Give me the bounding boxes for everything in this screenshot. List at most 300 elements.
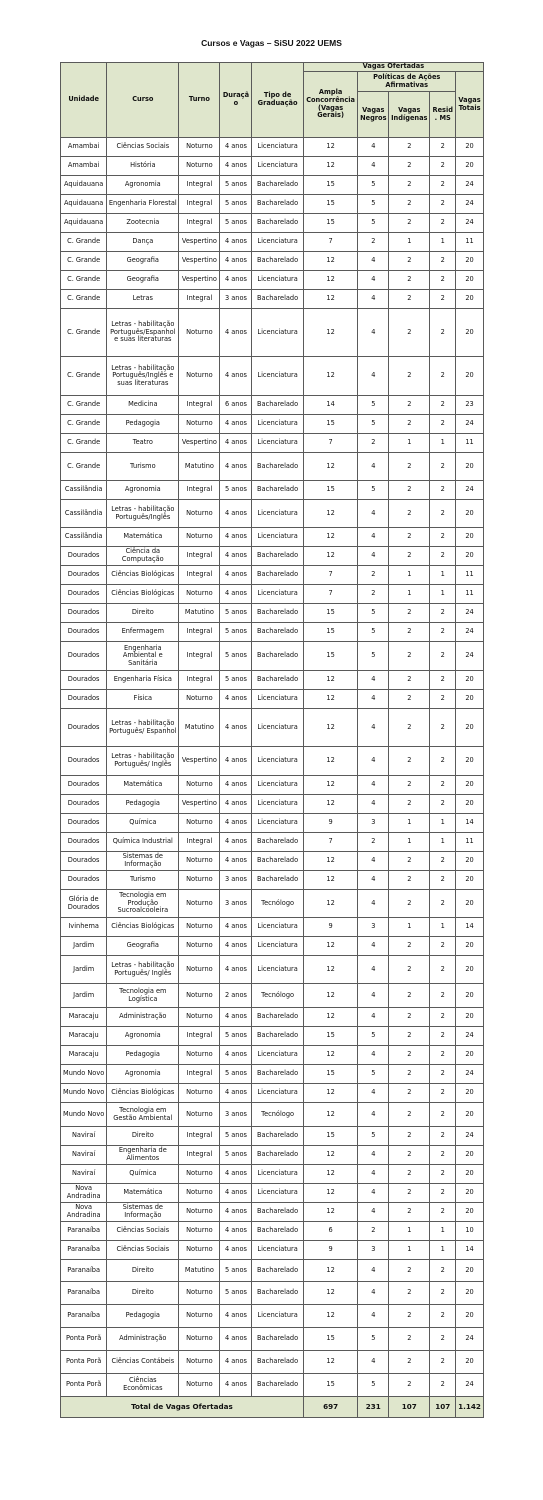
cell-total: 11 <box>456 566 484 585</box>
cell-resid: 2 <box>430 871 456 890</box>
table-row <box>61 1260 484 1282</box>
table-row <box>61 585 484 604</box>
cell-unidade: Paranaíba <box>61 1282 107 1305</box>
cell-curso: Turismo <box>107 453 179 481</box>
cell-ampla: 15 <box>303 1374 358 1397</box>
cell-curso: Matemática <box>107 528 179 547</box>
cell-curso: Tecnologia em Produção Sucroalcooleira <box>107 890 179 918</box>
cell-total: 20 <box>456 309 484 357</box>
cell-duracao: 3 anos <box>220 1103 252 1127</box>
cell-ampla: 7 <box>303 233 358 252</box>
cell-resid: 2 <box>430 528 456 547</box>
cell-duracao: 5 anos <box>220 1282 252 1305</box>
cell-duracao: 4 anos <box>220 1374 252 1397</box>
table-row <box>61 290 484 309</box>
cell-duracao: 4 anos <box>220 547 252 566</box>
cell-duracao: 4 anos <box>220 434 252 453</box>
cell-turno: Matutino <box>179 604 220 623</box>
cell-indigenas: 2 <box>389 1165 430 1184</box>
table-row <box>61 415 484 434</box>
col-curso: Curso <box>107 63 179 138</box>
cell-duracao: 5 anos <box>220 176 252 195</box>
table-row <box>61 1165 484 1184</box>
cell-duracao: 4 anos <box>220 852 252 871</box>
cell-indigenas: 2 <box>389 795 430 814</box>
cell-unidade: C. Grande <box>61 434 107 453</box>
cell-indigenas: 2 <box>389 1127 430 1146</box>
col-vagas-ofertadas: Vagas Ofertadas <box>303 63 483 72</box>
cell-tipo: Bacharelado <box>252 252 303 271</box>
cell-ampla: 15 <box>303 195 358 214</box>
table-row <box>61 671 484 690</box>
table-row <box>61 252 484 271</box>
cell-total: 20 <box>456 937 484 956</box>
cell-negros: 4 <box>358 1282 389 1305</box>
cell-tipo: Bacharelado <box>252 1203 303 1222</box>
table-row <box>61 776 484 795</box>
cell-curso: Turismo <box>107 871 179 890</box>
cell-tipo: Licenciatura <box>252 918 303 937</box>
cell-ampla: 12 <box>303 671 358 690</box>
table-row <box>61 195 484 214</box>
cell-curso: Física <box>107 690 179 709</box>
cell-negros: 4 <box>358 956 389 984</box>
cell-resid: 1 <box>430 566 456 585</box>
cell-indigenas: 1 <box>389 585 430 604</box>
cell-tipo: Licenciatura <box>252 776 303 795</box>
cell-duracao: 4 anos <box>220 415 252 434</box>
cell-tipo: Licenciatura <box>252 357 303 396</box>
table-row <box>61 890 484 918</box>
cell-ampla: 12 <box>303 871 358 890</box>
cell-resid: 2 <box>430 956 456 984</box>
cell-curso: Agronomia <box>107 481 179 500</box>
cell-ampla: 12 <box>303 453 358 481</box>
cell-tipo: Bacharelado <box>252 453 303 481</box>
cell-duracao: 4 anos <box>220 585 252 604</box>
cell-resid: 2 <box>430 309 456 357</box>
cell-duracao: 4 anos <box>220 453 252 481</box>
cell-total: 20 <box>456 271 484 290</box>
cell-resid: 2 <box>430 1374 456 1397</box>
cell-turno: Noturno <box>179 1351 220 1374</box>
table-row <box>61 1146 484 1165</box>
cell-tipo: Licenciatura <box>252 1305 303 1328</box>
table-row <box>61 642 484 671</box>
cell-resid: 2 <box>430 138 456 157</box>
cell-duracao: 4 anos <box>220 357 252 396</box>
table-row <box>61 309 484 357</box>
cell-turno: Noturno <box>179 157 220 176</box>
cell-ampla: 12 <box>303 1351 358 1374</box>
cell-resid: 2 <box>430 747 456 776</box>
cell-tipo: Bacharelado <box>252 833 303 852</box>
cell-negros: 4 <box>358 709 389 747</box>
cell-total: 20 <box>456 1184 484 1203</box>
table-row <box>61 1282 484 1305</box>
cell-unidade: C. Grande <box>61 415 107 434</box>
cell-turno: Integral <box>179 214 220 233</box>
cell-indigenas: 2 <box>389 1103 430 1127</box>
cell-tipo: Licenciatura <box>252 1165 303 1184</box>
col-turno: Turno <box>179 63 220 138</box>
cell-total: 20 <box>456 138 484 157</box>
cell-negros: 4 <box>358 1184 389 1203</box>
cell-negros: 4 <box>358 357 389 396</box>
cell-negros: 5 <box>358 176 389 195</box>
cell-unidade: Cassilândia <box>61 481 107 500</box>
table-row <box>61 747 484 776</box>
cell-negros: 5 <box>358 1374 389 1397</box>
cell-curso: Engenharia Física <box>107 671 179 690</box>
cell-unidade: Mundo Novo <box>61 1065 107 1084</box>
cell-total: 20 <box>456 709 484 747</box>
cell-duracao: 6 anos <box>220 396 252 415</box>
cell-ampla: 15 <box>303 1127 358 1146</box>
cell-unidade: Ponta Porã <box>61 1351 107 1374</box>
cell-unidade: Maracaju <box>61 1008 107 1027</box>
table-row <box>61 604 484 623</box>
cell-unidade: Dourados <box>61 642 107 671</box>
cell-turno: Noturno <box>179 415 220 434</box>
cell-turno: Noturno <box>179 776 220 795</box>
cell-duracao: 4 anos <box>220 776 252 795</box>
cell-resid: 2 <box>430 1203 456 1222</box>
cell-turno: Integral <box>179 1146 220 1165</box>
cell-tipo: Bacharelado <box>252 852 303 871</box>
cell-ampla: 12 <box>303 937 358 956</box>
total-indigenas: 107 <box>389 1397 430 1418</box>
cell-tipo: Licenciatura <box>252 1084 303 1103</box>
cell-turno: Noturno <box>179 937 220 956</box>
table-row <box>61 434 484 453</box>
cell-turno: Noturno <box>179 690 220 709</box>
cell-turno: Noturno <box>179 1241 220 1260</box>
cell-tipo: Bacharelado <box>252 1282 303 1305</box>
cell-unidade: Dourados <box>61 814 107 833</box>
cell-curso: Química <box>107 1165 179 1184</box>
cell-indigenas: 2 <box>389 271 430 290</box>
cell-negros: 4 <box>358 1046 389 1065</box>
cell-curso: Geografia <box>107 271 179 290</box>
table-header <box>61 63 484 138</box>
cell-unidade: Dourados <box>61 795 107 814</box>
cell-turno: Noturno <box>179 1222 220 1241</box>
cell-curso: Tecnologia em Logística <box>107 984 179 1008</box>
cell-turno: Integral <box>179 396 220 415</box>
cell-tipo: Bacharelado <box>252 1351 303 1374</box>
table-row <box>61 1222 484 1241</box>
cell-duracao: 5 anos <box>220 1146 252 1165</box>
table-row <box>61 566 484 585</box>
cell-curso: Letras - habilitação Português/Inglês e suas literaturas <box>107 357 179 396</box>
cell-curso: Engenharia Florestal <box>107 195 179 214</box>
cell-indigenas: 2 <box>389 623 430 642</box>
cell-turno: Noturno <box>179 1103 220 1127</box>
cell-unidade: Ivinhema <box>61 918 107 937</box>
table-row <box>61 1328 484 1351</box>
table-row <box>61 709 484 747</box>
cell-negros: 5 <box>358 1065 389 1084</box>
cell-unidade: Paranaíba <box>61 1305 107 1328</box>
col-ampla: Ampla Concorrência (Vagas Gerais) <box>303 72 358 138</box>
cell-resid: 2 <box>430 690 456 709</box>
cell-total: 24 <box>456 1374 484 1397</box>
cell-negros: 4 <box>358 547 389 566</box>
cell-resid: 2 <box>430 157 456 176</box>
cell-negros: 5 <box>358 604 389 623</box>
cell-duracao: 4 anos <box>220 1351 252 1374</box>
cell-negros: 4 <box>358 795 389 814</box>
cell-negros: 2 <box>358 585 389 604</box>
table-row <box>61 396 484 415</box>
cell-tipo: Bacharelado <box>252 671 303 690</box>
cell-resid: 2 <box>430 709 456 747</box>
cell-resid: 2 <box>430 1351 456 1374</box>
cell-ampla: 12 <box>303 956 358 984</box>
cell-resid: 2 <box>430 1065 456 1084</box>
cell-unidade: Cassilândia <box>61 500 107 528</box>
cell-tipo: Licenciatura <box>252 1241 303 1260</box>
cell-turno: Noturno <box>179 984 220 1008</box>
cell-tipo: Bacharelado <box>252 642 303 671</box>
cell-resid: 2 <box>430 623 456 642</box>
cell-turno: Matutino <box>179 709 220 747</box>
cell-turno: Integral <box>179 176 220 195</box>
col-indigenas: Vagas Indígenas <box>389 92 430 138</box>
cell-curso: Ciências Biológicas <box>107 566 179 585</box>
cell-tipo: Bacharelado <box>252 566 303 585</box>
cell-duracao: 5 anos <box>220 623 252 642</box>
cell-indigenas: 2 <box>389 956 430 984</box>
cell-indigenas: 2 <box>389 1328 430 1351</box>
cell-unidade: C. Grande <box>61 396 107 415</box>
cell-resid: 2 <box>430 671 456 690</box>
cell-indigenas: 2 <box>389 1084 430 1103</box>
cell-duracao: 5 anos <box>220 1027 252 1046</box>
table-row <box>61 138 484 157</box>
cell-negros: 5 <box>358 214 389 233</box>
cell-turno: Vespertino <box>179 747 220 776</box>
cell-resid: 2 <box>430 1084 456 1103</box>
cell-indigenas: 2 <box>389 481 430 500</box>
cell-total: 24 <box>456 481 484 500</box>
cell-total: 20 <box>456 747 484 776</box>
cell-duracao: 4 anos <box>220 814 252 833</box>
table-row <box>61 852 484 871</box>
cell-curso: Ciências Biológicas <box>107 585 179 604</box>
cell-resid: 2 <box>430 481 456 500</box>
cell-resid: 1 <box>430 833 456 852</box>
table-body <box>61 138 484 1397</box>
cell-tipo: Licenciatura <box>252 309 303 357</box>
cell-negros: 5 <box>358 623 389 642</box>
cell-total: 20 <box>456 776 484 795</box>
cell-tipo: Bacharelado <box>252 481 303 500</box>
table-row <box>61 937 484 956</box>
cell-tipo: Licenciatura <box>252 138 303 157</box>
cell-tipo: Bacharelado <box>252 1008 303 1027</box>
cell-ampla: 9 <box>303 814 358 833</box>
cell-curso: Ciências Contábeis <box>107 1351 179 1374</box>
cell-turno: Integral <box>179 671 220 690</box>
cell-turno: Noturno <box>179 1328 220 1351</box>
cell-turno: Integral <box>179 290 220 309</box>
cell-turno: Noturno <box>179 918 220 937</box>
cell-curso: Química <box>107 814 179 833</box>
col-resid: Resid. MS <box>430 92 456 138</box>
cell-total: 24 <box>456 195 484 214</box>
cell-total: 24 <box>456 1065 484 1084</box>
cell-tipo: Bacharelado <box>252 1328 303 1351</box>
cell-turno: Noturno <box>179 1282 220 1305</box>
cell-ampla: 12 <box>303 357 358 396</box>
cell-resid: 2 <box>430 890 456 918</box>
cell-resid: 2 <box>430 396 456 415</box>
col-totais: Vagas Totais <box>456 72 484 138</box>
cell-total: 20 <box>456 500 484 528</box>
cell-negros: 4 <box>358 747 389 776</box>
table-row <box>61 214 484 233</box>
cell-duracao: 4 anos <box>220 1084 252 1103</box>
cell-total: 11 <box>456 434 484 453</box>
cell-unidade: Dourados <box>61 709 107 747</box>
cell-resid: 2 <box>430 1146 456 1165</box>
cell-tipo: Bacharelado <box>252 176 303 195</box>
cell-indigenas: 2 <box>389 1374 430 1397</box>
cell-ampla: 7 <box>303 833 358 852</box>
cell-negros: 5 <box>358 1127 389 1146</box>
table-row <box>61 157 484 176</box>
cell-unidade: Ponta Porã <box>61 1374 107 1397</box>
cell-ampla: 12 <box>303 547 358 566</box>
cell-resid: 2 <box>430 290 456 309</box>
cell-ampla: 14 <box>303 396 358 415</box>
cell-unidade: Dourados <box>61 776 107 795</box>
cell-indigenas: 2 <box>389 290 430 309</box>
cell-duracao: 2 anos <box>220 984 252 1008</box>
cell-duracao: 3 anos <box>220 290 252 309</box>
cell-curso: Pedagogia <box>107 1046 179 1065</box>
table-row <box>61 833 484 852</box>
cell-turno: Noturno <box>179 1008 220 1027</box>
cell-unidade: Dourados <box>61 585 107 604</box>
cell-duracao: 4 anos <box>220 1046 252 1065</box>
cell-resid: 1 <box>430 1241 456 1260</box>
cell-total: 20 <box>456 984 484 1008</box>
col-politicas: Políticas de Ações Afirmativas <box>358 72 456 92</box>
cell-total: 20 <box>456 1146 484 1165</box>
cell-resid: 1 <box>430 434 456 453</box>
cell-ampla: 12 <box>303 1084 358 1103</box>
cell-resid: 2 <box>430 1046 456 1065</box>
table-row <box>61 1241 484 1260</box>
cell-indigenas: 1 <box>389 833 430 852</box>
cell-total: 20 <box>456 1351 484 1374</box>
cell-unidade: Amambai <box>61 138 107 157</box>
cell-curso: Medicina <box>107 396 179 415</box>
cell-curso: Ciências Biológicas <box>107 918 179 937</box>
cell-tipo: Licenciatura <box>252 233 303 252</box>
table-row <box>61 871 484 890</box>
cell-negros: 2 <box>358 434 389 453</box>
cell-negros: 4 <box>358 453 389 481</box>
cell-unidade: C. Grande <box>61 233 107 252</box>
cell-ampla: 12 <box>303 984 358 1008</box>
cell-ampla: 9 <box>303 1241 358 1260</box>
cell-indigenas: 2 <box>389 176 430 195</box>
cell-tipo: Bacharelado <box>252 1146 303 1165</box>
cell-indigenas: 1 <box>389 1222 430 1241</box>
cell-resid: 2 <box>430 1328 456 1351</box>
cell-unidade: Aquidauana <box>61 176 107 195</box>
cell-unidade: Naviraí <box>61 1146 107 1165</box>
cell-indigenas: 2 <box>389 1203 430 1222</box>
cell-indigenas: 2 <box>389 195 430 214</box>
cell-curso: Matemática <box>107 776 179 795</box>
table-row <box>61 1084 484 1103</box>
cell-negros: 4 <box>358 528 389 547</box>
cell-negros: 3 <box>358 814 389 833</box>
cell-curso: Pedagogia <box>107 1305 179 1328</box>
cell-indigenas: 1 <box>389 814 430 833</box>
cell-indigenas: 2 <box>389 138 430 157</box>
cell-duracao: 4 anos <box>220 1328 252 1351</box>
cell-indigenas: 2 <box>389 415 430 434</box>
cell-ampla: 12 <box>303 1305 358 1328</box>
cell-turno: Noturno <box>179 585 220 604</box>
cell-ampla: 15 <box>303 1328 358 1351</box>
cell-ampla: 15 <box>303 214 358 233</box>
cell-ampla: 7 <box>303 566 358 585</box>
cell-curso: Letras - habilitação Português/Espanhol e suas literaturas <box>107 309 179 357</box>
total-negros: 231 <box>358 1397 389 1418</box>
cell-ampla: 12 <box>303 1146 358 1165</box>
cell-ampla: 12 <box>303 795 358 814</box>
cell-ampla: 12 <box>303 1046 358 1065</box>
cell-indigenas: 2 <box>389 890 430 918</box>
cell-total: 14 <box>456 1241 484 1260</box>
cell-negros: 4 <box>358 671 389 690</box>
cell-tipo: Licenciatura <box>252 434 303 453</box>
cell-ampla: 12 <box>303 709 358 747</box>
cell-turno: Noturno <box>179 500 220 528</box>
cell-total: 20 <box>456 1103 484 1127</box>
table-row <box>61 623 484 642</box>
table-row <box>61 984 484 1008</box>
table-footer <box>61 1397 484 1418</box>
cell-total: 20 <box>456 1260 484 1282</box>
cell-negros: 4 <box>358 690 389 709</box>
table-row <box>61 528 484 547</box>
cell-negros: 4 <box>358 1008 389 1027</box>
cell-turno: Integral <box>179 566 220 585</box>
cell-ampla: 9 <box>303 918 358 937</box>
cell-indigenas: 2 <box>389 1282 430 1305</box>
cell-total: 24 <box>456 623 484 642</box>
document-title: Cursos e Vagas – SiSU 2022 UEMS <box>201 38 342 48</box>
col-unidade: Unidade <box>61 63 107 138</box>
cell-resid: 2 <box>430 176 456 195</box>
cell-ampla: 15 <box>303 1027 358 1046</box>
cell-negros: 4 <box>358 1203 389 1222</box>
cell-curso: Enfermagem <box>107 623 179 642</box>
cell-tipo: Bacharelado <box>252 1260 303 1282</box>
cell-negros: 4 <box>358 1305 389 1328</box>
cell-resid: 1 <box>430 585 456 604</box>
cell-unidade: Nova Andradina <box>61 1184 107 1203</box>
cell-resid: 2 <box>430 1282 456 1305</box>
